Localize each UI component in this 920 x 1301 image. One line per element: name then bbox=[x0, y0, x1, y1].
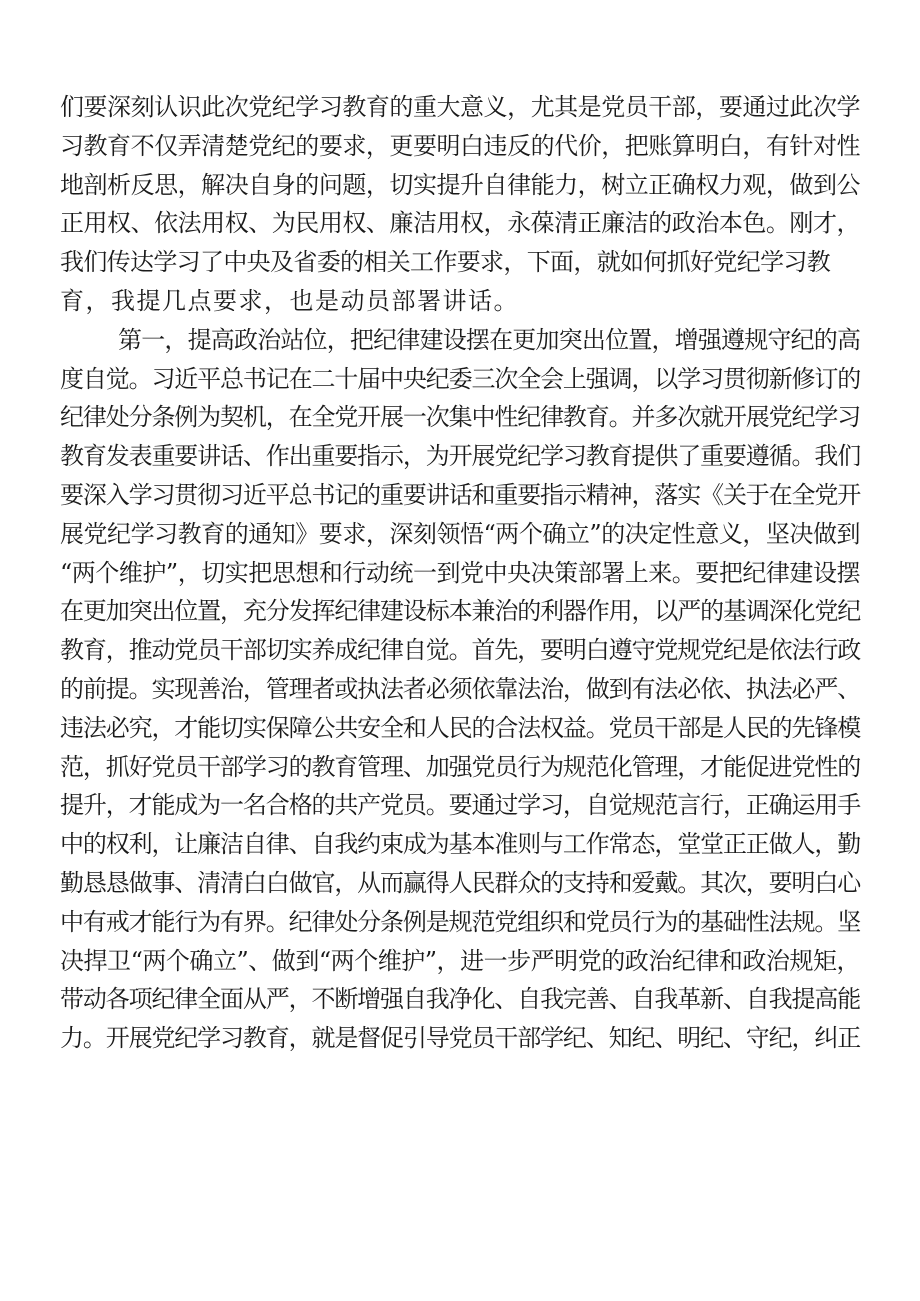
text-line: 提升，才能成为一名合格的共产党员。要通过学习，自觉规范言行，正确运用手 bbox=[60, 791, 860, 820]
text-line: 教育，推动党员干部切实养成纪律自觉。首先，要明白遵守党规党纪是依法行政 bbox=[60, 636, 860, 665]
text-line: 带动各项纪律全面从严，不断增强自我净化、自我完善、自我革新、自我提高能 bbox=[60, 985, 860, 1014]
text-line: 违法必究，才能切实保障公共安全和人民的合法权益。党员干部是人民的先锋模 bbox=[60, 713, 860, 742]
text-line: 正用权、依法用权、为民用权、廉洁用权，永葆清正廉洁的政治本色。刚才， bbox=[60, 209, 860, 238]
text-line: 范，抓好党员干部学习的教育管理、加强党员行为规范化管理，才能促进党性的 bbox=[60, 752, 860, 781]
text-line: 中的权利，让廉洁自律、自我约束成为基本准则与工作常态，堂堂正正做人，勤 bbox=[60, 830, 860, 859]
text-line: 们要深刻认识此次党纪学习教育的重大意义，尤其是党员干部，要通过此次学 bbox=[60, 93, 860, 121]
text-line: 育，我提几点要求，也是动员部署讲话。 bbox=[60, 286, 519, 315]
text-line: 勤恳恳做事、清清白白做官，从而赢得人民群众的支持和爱戴。其次，要明白心 bbox=[60, 868, 860, 897]
text-line: 度自觉。习近平总书记在二十届中央纪委三次全会上强调，以学习贯彻新修订的 bbox=[60, 364, 860, 393]
text-line: 力。开展党纪学习教育，就是督促引导党员干部学纪、知纪、明纪、守纪，纠正 bbox=[60, 1024, 860, 1053]
text-line: 纪律处分条例为契机，在全党开展一次集中性纪律教育。并多次就开展党纪学习 bbox=[60, 403, 860, 432]
body-text bbox=[60, 88, 860, 1058]
text-line: 在更加突出位置，充分发挥纪律建设标本兼治的利器作用，以严的基调深化党纪 bbox=[60, 597, 860, 626]
text-line: 的前提。实现善治，管理者或执法者必须依靠法治，做到有法必依、执法必严、 bbox=[60, 674, 860, 703]
text-line: 教育发表重要讲话、作出重要指示，为开展党纪学习教育提供了重要遵循。我们 bbox=[60, 442, 860, 471]
text-line: “两个维护”，切实把思想和行动统一到党中央决策部署上来。要把纪律建设摆 bbox=[60, 558, 860, 587]
text-line: 地剖析反思，解决自身的问题，切实提升自律能力，树立正确权力观，做到公 bbox=[60, 170, 860, 199]
text-line: 习教育不仅弄清楚党纪的要求，更要明白违反的代价，把账算明白，有针对性 bbox=[60, 131, 860, 160]
paragraph-first-line: 第一，提高政治站位，把纪律建设摆在更加突出位置，增强遵规守纪的高 bbox=[118, 325, 860, 354]
text-line: 我们传达学习了中央及省委的相关工作要求，下面，就如何抓好党纪学习教 bbox=[60, 248, 830, 277]
text-line: 展党纪学习教育的通知》要求，深刻领悟“两个确立”的决定性意义，坚决做到 bbox=[60, 519, 860, 548]
text-line: 要深入学习贯彻习近平总书记的重要讲话和重要指示精神，落实《关于在全党开 bbox=[60, 480, 860, 509]
text-line: 决捍卫“两个确立”、做到“两个维护”，进一步严明党的政治纪律和政治规矩， bbox=[60, 946, 860, 975]
text-line: 中有戒才能行为有界。纪律处分条例是规范党组织和党员行为的基础性法规。坚 bbox=[60, 907, 860, 936]
